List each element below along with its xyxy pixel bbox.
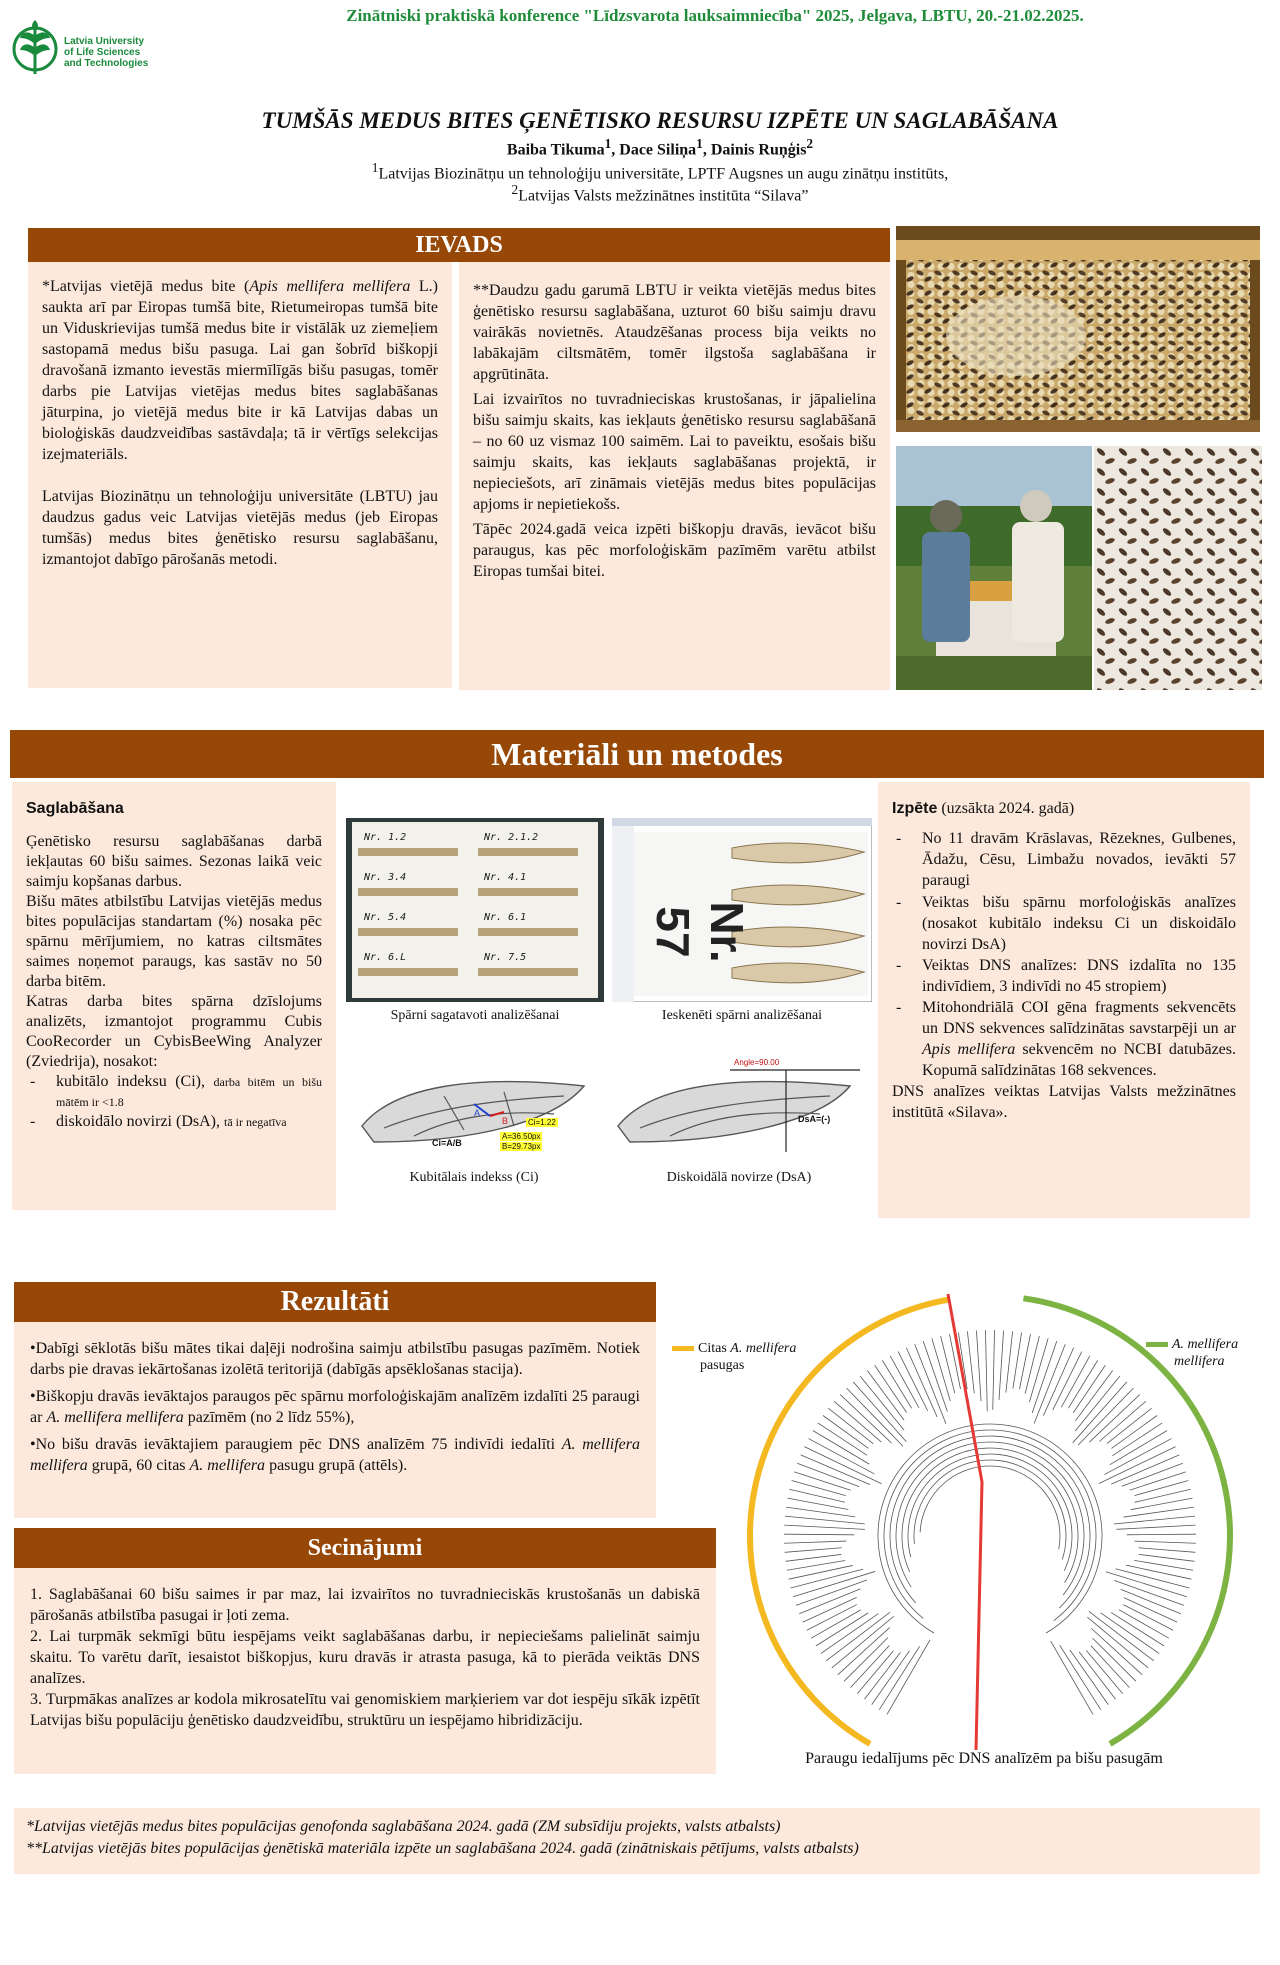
tree-branch bbox=[1093, 1638, 1136, 1681]
red-divider-line bbox=[948, 1294, 982, 1750]
tree-branch bbox=[860, 1376, 904, 1430]
tree-branch bbox=[1131, 1498, 1193, 1510]
tree-branch bbox=[844, 1638, 888, 1682]
izpete-closing: DNS analīzes veiktas Latvijas Valsts mežzinātnes institūtā «Silava». bbox=[892, 1083, 1236, 1121]
tree-branch bbox=[1124, 1507, 1194, 1517]
beekeepers-photo bbox=[896, 446, 1092, 690]
tree-branch bbox=[1111, 1455, 1179, 1484]
tree-branch bbox=[864, 1652, 900, 1699]
tree-branch bbox=[821, 1614, 879, 1654]
author: Baiba Tikuma bbox=[506, 141, 605, 159]
tree-branch bbox=[785, 1516, 865, 1524]
tree-branch bbox=[784, 1525, 865, 1529]
tree-branch bbox=[1043, 1348, 1073, 1416]
tree-branch bbox=[1114, 1516, 1195, 1524]
sheet-label: Nr. 1.2 bbox=[364, 832, 407, 843]
conclusion-item: 3. Turpmākas analīzes ar kodola mikrosatelītu vai genomiskiem marķieriem var dot iespēju sīkāk izpētīt Latvijas bišu populāciju ģenētisko daudzveidību, struktūru un iespējamo hibridizāciju. bbox=[30, 1691, 700, 1729]
legend-other-subspecies: Citas A. mellifera pasugas bbox=[672, 1340, 852, 1374]
tree-branch bbox=[1079, 1652, 1115, 1699]
tree-branch bbox=[1075, 1376, 1120, 1431]
tree-branch bbox=[1107, 1408, 1152, 1443]
tree-branch bbox=[1060, 1645, 1101, 1710]
authors-line: Baiba Tikuma$^1$, Dace Siliņa$^1$, Dainis Ruņģis$^2$ bbox=[506, 136, 814, 159]
scan-label: Nr. 57 bbox=[647, 901, 753, 963]
tree-node-arc bbox=[920, 1466, 1060, 1549]
tree-branch bbox=[1013, 1332, 1022, 1388]
results-item-2: •Biškopju dravās ievāktajos paraugos pēc spārnu morfoloģiskajām analīzēm izdalīti 25 paraugi ar A. mellifera mellifera pazīmēm (no 2 līdz 55%), bbox=[30, 1388, 640, 1426]
tree-branch bbox=[1019, 1334, 1030, 1389]
tree-node-arc bbox=[896, 1442, 1084, 1595]
tree-branch bbox=[1139, 1548, 1196, 1552]
sheet-label: Nr. 7.5 bbox=[484, 952, 527, 963]
tree-branch bbox=[828, 1408, 873, 1444]
tree-branch bbox=[1116, 1525, 1195, 1529]
tree-branch bbox=[993, 1330, 995, 1410]
tree-branch bbox=[867, 1371, 904, 1421]
cubital-b-label: B bbox=[502, 1116, 509, 1126]
university-logo bbox=[12, 16, 162, 84]
tree-branch bbox=[932, 1338, 950, 1401]
izpete-title: Izpēte (uzsākta 2024. gadā) bbox=[892, 800, 1075, 817]
photo1-caption: Spārni sagatavoti analizēšanai bbox=[390, 1008, 560, 1023]
tree-branch bbox=[788, 1498, 849, 1509]
cubital-a-value: A=36.50px bbox=[502, 1132, 541, 1141]
sheet-label: Nr. 2.1.2 bbox=[484, 832, 539, 843]
saglabasana-list bbox=[26, 1072, 322, 1132]
tree-branch bbox=[840, 1395, 891, 1443]
affiliation-1: $^1$Latvijas Biozinātņu un tehnoloģiju universitāte, LPTF Augsnes un augu zinātņu institūts, bbox=[371, 160, 949, 183]
tree-branch bbox=[789, 1565, 853, 1579]
honeycomb-photo bbox=[896, 226, 1260, 432]
cubital-a-label: A bbox=[474, 1108, 481, 1118]
tree-branch bbox=[1089, 1395, 1139, 1443]
tree-branch bbox=[1091, 1646, 1129, 1688]
tree-branch bbox=[976, 1330, 981, 1401]
discoidal-shift-diagram bbox=[610, 1056, 868, 1166]
saglabasana-paragraph-2: Bišu mātes atbilstību Latvijas vietējās medus bites populācijas standartam (%) nosaka pēc spārnu mērījumiem, no katras ciltsmātes saimes noņemot paraugs, kas sastāv no 50 darba bitēm. bbox=[26, 893, 322, 990]
tree-branch bbox=[784, 1534, 854, 1535]
tree-branch bbox=[857, 1651, 893, 1694]
tree-branch bbox=[784, 1541, 846, 1543]
conclusion-item: 1. Saglabāšanai 60 bišu saimes ir par maz, lai izvairītos no tuvradnieciskās krustošanās un dabiskā pārošanās atbilstība pasugai ir ļoti zema. bbox=[30, 1586, 700, 1624]
tree-branch bbox=[1112, 1423, 1162, 1456]
tree-branch bbox=[792, 1480, 846, 1495]
cubital-index-diagram bbox=[354, 1056, 594, 1166]
tree-branch bbox=[816, 1613, 868, 1646]
tree-branch bbox=[1073, 1365, 1105, 1413]
tree-branch bbox=[794, 1472, 850, 1490]
results-heading: Rezultāti bbox=[14, 1282, 656, 1322]
tree-branch bbox=[801, 1455, 870, 1485]
tree-node-arc bbox=[908, 1454, 1072, 1571]
logo-line: of Life Sciences bbox=[64, 47, 141, 58]
legend-amm: A. mellifera mellifera bbox=[1146, 1336, 1276, 1370]
list-item: - kubitālo indeksu (Ci), darba bitēm un bišu mātēm ir <1.8 bbox=[26, 1072, 322, 1112]
tree-branch bbox=[785, 1548, 842, 1553]
tree-branch bbox=[1104, 1439, 1171, 1475]
saglabasana-panel bbox=[12, 782, 336, 1210]
scanned-wings-image bbox=[612, 818, 872, 1002]
photo2-caption: Ieskenēti spārni analizēšanai bbox=[661, 1008, 823, 1023]
intro-left-panel bbox=[28, 262, 452, 688]
list-item: - diskoidālo novirzi (DsA), tā ir negatīva bbox=[26, 1112, 322, 1132]
tree-branch bbox=[1126, 1565, 1191, 1579]
leaf-emblem-icon bbox=[12, 16, 58, 78]
saglabasana-paragraph-1: Ģenētisko resursu saglabāšanas darbā iekļautas 60 bišu saimes. Sezonas laikā veic saimju kopšanas darbus. bbox=[26, 833, 322, 890]
tree-branch bbox=[1075, 1371, 1112, 1421]
tree-node-arc bbox=[902, 1448, 1078, 1583]
intro-heading: IEVADS bbox=[28, 228, 890, 262]
intro-right-panel bbox=[459, 262, 890, 690]
wing1-caption: Kubitālais indekss (Ci) bbox=[409, 1170, 539, 1185]
tree-branch bbox=[1111, 1612, 1164, 1646]
legend-swatch-yellow bbox=[672, 1346, 694, 1351]
tree-branch bbox=[985, 1330, 987, 1411]
author: Dainis Ruņģis bbox=[710, 141, 807, 159]
tree-branch bbox=[1134, 1480, 1188, 1495]
tree-branch bbox=[1130, 1472, 1186, 1490]
tree-branch bbox=[1139, 1554, 1195, 1561]
poster-title: TUMŠĀS MEDUS BITES ĢENĒTISKO RESURSU IZPĒTE UN SAGLABĀŠANA bbox=[261, 108, 1059, 133]
footnote: *Latvijas vietējās medus bites populācijas genofonda saglabāšana 2024. gadā (ZM subsīdiju projekts, valsts atbalsts) bbox=[26, 1818, 781, 1835]
list-item: - Mitohondriālā COI gēna fragments sekvencēts un DNS sekvences salīdzinātas savstarpēji un ar Apis mellifera sekvencēm no NCBI datubāzes. Kopumā salīdzinātas 168 sekvences. bbox=[892, 997, 1236, 1081]
tree-node-arc bbox=[890, 1436, 1090, 1608]
cubital-b-value: B=29.73px bbox=[502, 1142, 541, 1151]
tree-branch bbox=[923, 1341, 947, 1412]
wing2-caption: Diskoidālā novirze (DsA) bbox=[666, 1170, 812, 1185]
logo-line: and Technologies bbox=[64, 58, 149, 69]
tree-branch bbox=[809, 1439, 875, 1474]
tree-node-arc bbox=[914, 1460, 1066, 1559]
intro-right-paragraph-1: **Daudzu gadu garumā LBTU ir veikta vietējās medus bites ģenētisko resursu saglabāšana, uzturot 60 bišu saimju dravu vairākās novietnēs. Ataudzēšanas process bija veikts no labākajām ciltsmātēm, tomēr ilgstoša saglabāšana ir apgrūtināta. bbox=[473, 282, 876, 383]
dsa-label: DsA=(-) bbox=[798, 1114, 831, 1124]
tree-branch bbox=[1110, 1431, 1167, 1465]
tree-branch bbox=[1086, 1651, 1122, 1694]
saglabasana-paragraph-3: Katras darba bites spārna dzīslojums analizēts, izmantojot programmu Cubis CooRecorder un CybisBeeWing Analyzer (Zviedrija), nosakot: bbox=[26, 993, 322, 1070]
affiliation-2: $^2$Latvijas Valsts mežzinātnes institūta “Silava” bbox=[511, 182, 809, 205]
tree-branch bbox=[1053, 1352, 1082, 1410]
logo-line: Latvia University bbox=[64, 36, 145, 47]
tree-branch bbox=[898, 1352, 928, 1411]
tree-branch bbox=[1135, 1541, 1196, 1543]
methods-heading: Materiāli un metodes bbox=[10, 730, 1264, 778]
izpete-list bbox=[892, 828, 1236, 1081]
sheet-label: Nr. 3.4 bbox=[364, 872, 407, 883]
tree-branch bbox=[1073, 1382, 1127, 1443]
results-panel bbox=[14, 1322, 656, 1518]
cubital-formula-label: Ci=A/B bbox=[432, 1138, 462, 1148]
sheet-label: Nr. 6.L bbox=[364, 952, 407, 963]
results-item-1: •Dabīgi sēklotās bišu mātes tikai daļēji nodrošina saimju atbilstību pasugas pazīmēm. Notiek darbs pie dravas iekārtošanas izolētā teritorijā (dabīgās apsēklošanas stacija). bbox=[30, 1340, 640, 1378]
intro-right-paragraph-3: Tāpēc 2024.gadā veica izpēti biškopju dravās, ievācot bišu paraugus, kas pēc morfoloģiskām pazīmēm varētu atbilst Eiropas tumšai bitei. bbox=[473, 521, 876, 580]
tree-branch bbox=[838, 1627, 890, 1674]
tree-node-arc bbox=[884, 1430, 1096, 1621]
sheet-label: Nr. 6.1 bbox=[484, 912, 527, 923]
tree-branch bbox=[879, 1646, 919, 1709]
tree-branch bbox=[786, 1554, 842, 1561]
tree-branch bbox=[1025, 1336, 1039, 1394]
conference-banner: Zinātniski praktiskā konference "Līdzsvarota lauksaimniecība" 2025, Jelgava, LBTU, 20.-21.02.2025. bbox=[346, 6, 1084, 25]
tree-branch bbox=[1006, 1331, 1013, 1392]
footnote: **Latvijas vietējās bites populācijas ģenētiskā materiāla izpēte un saglabāšana 2024. gadā (zinātniskais pētījums, valsts atbalsts) bbox=[26, 1840, 859, 1857]
intro-right-paragraph-2: Lai izvairītos no tuvradnieciskas krustošanas, ir jāpalielina bišu saimju skaits, kas iekļauts ģenētisko resursu saglabāšanā – no 60 uz vismaz 100 saimēm. Lai to paveiktu, esošais bišu saimju skaits, kas iekļauts saglabāšanas projektā, ir nepieciešots, arī zināmais vietējās medus bites populācijas apjoms ir nepietiekošs. bbox=[473, 391, 876, 513]
tree-branch bbox=[915, 1344, 946, 1423]
angle-label: Angle=90.00 bbox=[734, 1058, 780, 1067]
conclusions-panel bbox=[14, 1568, 716, 1774]
sheet-label: Nr. 5.4 bbox=[364, 912, 407, 923]
saglabasana-title: Saglabāšana bbox=[26, 800, 124, 817]
izpete-panel bbox=[878, 782, 1250, 1218]
tree-branch bbox=[967, 1331, 974, 1393]
intro-left-paragraph-1: *Latvijas vietējā medus bite (Apis mellifera mellifera L.) saukta arī par Eiropas tumšā bite, Rietumeiropas tumšā bite un Viduskrievijas tumšā medus bite ir vistālāk uz ziemeļiem sastopamā medus bišu pasuga. Lai gan šobrīd biškopji dravošanā izmanto ievestās miermīlīgās bišu pasugas, tomēr darbs pie Latvijas vietējas medus bites saglabāšanas jāturpina, jo vietējā medus bite ir kā Latvijas dabas un bioloģiskās daudzveidības sastāvdaļa; tā ir vērtīgs selekcijas izejmateriāls. bbox=[42, 278, 438, 463]
tree-branch bbox=[823, 1416, 868, 1449]
tree-branch bbox=[1034, 1344, 1065, 1423]
tree-branch bbox=[1091, 1628, 1142, 1675]
tree-branch bbox=[875, 1365, 907, 1412]
tree-branch bbox=[813, 1431, 869, 1464]
list-item: - Veiktas bišu spārnu morfoloģiskās analīzes (nosakot kubitālo indeksu Ci un diskoidālo novirzi DsA) bbox=[892, 892, 1236, 955]
tree-branch bbox=[1099, 1401, 1146, 1441]
conclusion-item: 2. Lai turpmāk sekmīgi būtu iespējams veikt saglabāšanas darbu, ir nepieciešams palielināt saimju skaitu. To varētu darīt, iesaistot biškopjus, kuru dravās ir atrasta pasuga, kā to pierāda veiktās DNS analīzes. bbox=[30, 1628, 700, 1687]
results-item-3: •No bišu dravās ievāktajiem paraugiem pēc DNS analīzēm 75 indivīdi iedalīti A. mellifera mellifera grupā, 60 citas A. mellifera pasugu grupā (attēls). bbox=[30, 1436, 641, 1474]
tree-branch bbox=[804, 1447, 881, 1484]
legend-swatch-green bbox=[1146, 1342, 1168, 1347]
list-item: - Veiktas DNS analīzes: DNS izdalīta no 135 indivīdiem, 3 indivīdi no 45 stropiem) bbox=[892, 955, 1236, 997]
tree-branch bbox=[941, 1336, 955, 1393]
tree-branch bbox=[999, 1330, 1004, 1399]
tree-branch bbox=[847, 1388, 903, 1446]
author: Dace Siliņa bbox=[619, 141, 697, 159]
sheet-label: Nr. 4.1 bbox=[484, 872, 527, 883]
tree-branch bbox=[834, 1401, 881, 1442]
tree-branch bbox=[818, 1423, 867, 1455]
cubital-ci-value: Ci=1.22 bbox=[528, 1118, 556, 1127]
tree-node-arc bbox=[878, 1424, 1102, 1633]
intro-left-paragraph-2: Latvijas Biozinātņu un tehnoloģiju universitāte (LBTU) jau daudzus gadus veic Latvijas vietējās medus (jeb Eiropas tumšās) medus bites ģenētisko resursu saglabāšanu, izmantojot dabīgo pārošanās metodi. bbox=[42, 488, 438, 568]
tree-branch bbox=[1127, 1534, 1196, 1535]
footnotes-panel bbox=[14, 1808, 1260, 1874]
tree-branch bbox=[851, 1646, 890, 1688]
tree-branch bbox=[1111, 1416, 1157, 1449]
tree-branch bbox=[1078, 1388, 1133, 1445]
bees-closeup-photo bbox=[1094, 446, 1262, 690]
list-item: - No 11 dravām Krāslavas, Rēzeknes, Gulbenes, Ādažu, Cēsu, Limbažu novados, ievākti 57 paraugi bbox=[892, 828, 1236, 891]
tree-branch bbox=[1099, 1447, 1176, 1484]
tree-caption: Paraugu iedalījums pēc DNS analīzēm pa bišu pasugām bbox=[805, 1750, 1163, 1767]
wing-sheet-photo bbox=[346, 818, 604, 1002]
conclusions-heading: Secinājumi bbox=[14, 1528, 716, 1568]
